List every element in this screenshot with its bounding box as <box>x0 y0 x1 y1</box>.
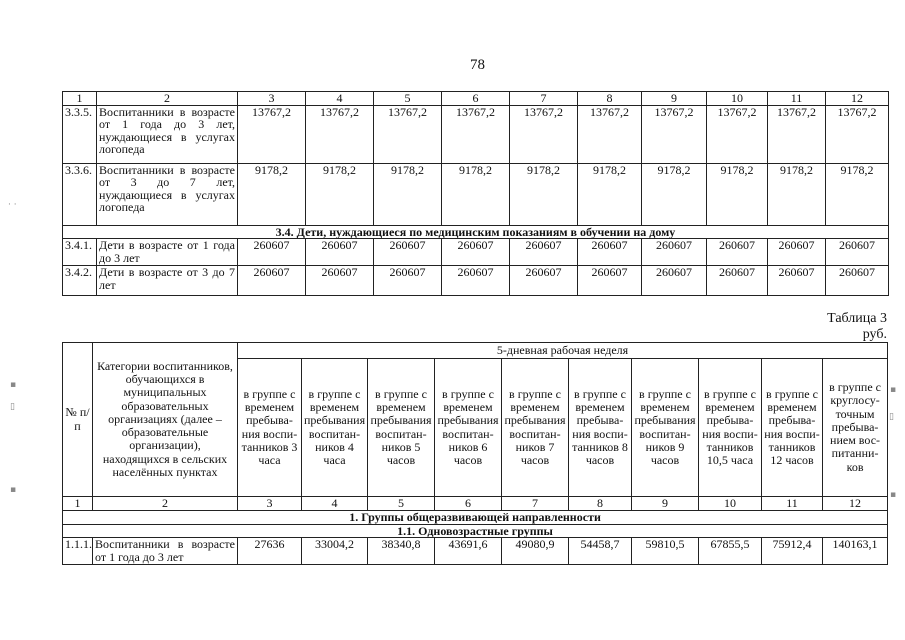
value-cell: 260607 <box>826 266 889 296</box>
page-number: 78 <box>470 57 485 73</box>
value-cell: 13767,2 <box>238 105 306 163</box>
section-row <box>63 524 888 538</box>
row-code: 1.1.1. <box>63 538 93 565</box>
header-category: Категории воспитанников, обучающихся в муниципальных образовательных организациях (далее – образовательные организации), находящихся в сельских населённых пунктах <box>93 343 238 497</box>
value-cell: 260607 <box>642 239 707 266</box>
value-cell: 9178,2 <box>578 163 642 225</box>
scan-edge-mark: ▪ <box>10 380 17 390</box>
value-cell: 54458,7 <box>569 538 632 565</box>
value-cell: 260607 <box>578 266 642 296</box>
column-number: 11 <box>762 497 823 511</box>
row-description: Дети в возрасте от 3 до 7 лет <box>97 266 238 296</box>
column-number: 12 <box>826 92 889 106</box>
value-cell: 260607 <box>707 239 768 266</box>
section-title: 3.4. Дети, нуждающиеся по медицинским показаниям в обучении на дому <box>63 225 889 239</box>
value-cell: 9178,2 <box>826 163 889 225</box>
column-number: 7 <box>502 497 569 511</box>
currency-unit: руб. <box>862 327 887 342</box>
section-row <box>63 511 888 525</box>
column-number: 4 <box>302 497 368 511</box>
column-number: 10 <box>707 92 768 106</box>
column-number: 6 <box>435 497 502 511</box>
column-number: 9 <box>642 92 707 106</box>
value-cell: 13767,2 <box>642 105 707 163</box>
value-cell: 260607 <box>510 266 578 296</box>
group-header: в группе с временем пребывания воспитан-ников 6 часов <box>435 359 502 497</box>
column-number: 5 <box>374 92 442 106</box>
value-cell: 59810,5 <box>632 538 699 565</box>
value-cell: 9178,2 <box>768 163 826 225</box>
table-title: Таблица 3 <box>827 311 887 326</box>
row-description: Воспитанники в возрасте от 3 до 7 лет, нуждающиеся в услугах логопеда <box>97 163 238 225</box>
subsection-title: 1.1. Одновозрастные группы <box>63 524 888 538</box>
value-cell: 38340,8 <box>368 538 435 565</box>
value-cell: 27636 <box>238 538 302 565</box>
row-code: 3.4.1. <box>63 239 97 266</box>
group-header: в группе с временем пребывания воспитан-ников 5 часов <box>368 359 435 497</box>
value-cell: 9178,2 <box>707 163 768 225</box>
scan-edge-mark: ▯ <box>889 412 894 422</box>
value-cell: 9178,2 <box>442 163 510 225</box>
row-code: 3.4.2. <box>63 266 97 296</box>
column-number: 1 <box>63 497 93 511</box>
value-cell: 260607 <box>642 266 707 296</box>
value-cell: 75912,4 <box>762 538 823 565</box>
scan-edge-mark: · · <box>8 200 17 210</box>
value-cell: 260607 <box>374 266 442 296</box>
table-row <box>63 266 889 296</box>
value-cell: 260607 <box>510 239 578 266</box>
column-number: 3 <box>238 497 302 511</box>
value-cell: 260607 <box>374 239 442 266</box>
group-header: в группе с временем пребыва-ния воспи-танников 10,5 часа <box>699 359 762 497</box>
column-number: 8 <box>569 497 632 511</box>
value-cell: 49080,9 <box>502 538 569 565</box>
row-description: Воспитанники в возрасте от 1 года до 3 лет <box>93 538 238 565</box>
value-cell: 260607 <box>826 239 889 266</box>
value-cell: 13767,2 <box>578 105 642 163</box>
group-header: в группе с временем пребыва-ния воспи-танников 12 часов <box>762 359 823 497</box>
value-cell: 33004,2 <box>302 538 368 565</box>
group-header: в группе с круглосу-точным пребыва-нием вос-питанни-ков <box>823 359 888 497</box>
table-caption <box>827 311 887 343</box>
row-description: Воспитанники в возрасте от 1 года до 3 лет, нуждающиеся в услугах логопеда <box>97 105 238 163</box>
value-cell: 260607 <box>768 266 826 296</box>
section-row <box>63 225 889 239</box>
value-cell: 9178,2 <box>238 163 306 225</box>
value-cell: 9178,2 <box>374 163 442 225</box>
value-cell: 260607 <box>306 266 374 296</box>
value-cell: 9178,2 <box>306 163 374 225</box>
table-row <box>63 105 889 163</box>
value-cell: 260607 <box>238 239 306 266</box>
value-cell: 260607 <box>306 239 374 266</box>
group-header: в группе с временем пребывания воспитан-ников 4 часа <box>302 359 368 497</box>
value-cell: 260607 <box>238 266 306 296</box>
scan-edge-mark: ▯ <box>10 402 15 412</box>
column-number: 11 <box>768 92 826 106</box>
column-number: 3 <box>238 92 306 106</box>
value-cell: 13767,2 <box>826 105 889 163</box>
value-cell: 140163,1 <box>823 538 888 565</box>
group-header: в группе с временем пребывания воспитан-ников 7 часов <box>502 359 569 497</box>
value-cell: 260607 <box>768 239 826 266</box>
scan-edge-mark: ▪ <box>10 485 17 495</box>
group-header: в группе с временем пребыва-ния воспи-танников 8 часов <box>569 359 632 497</box>
scan-edge-mark: ▪ <box>890 490 897 500</box>
value-cell: 67855,5 <box>699 538 762 565</box>
column-number: 2 <box>93 497 238 511</box>
table-row <box>63 538 888 565</box>
tariff-table-continuation <box>62 91 889 296</box>
column-number: 4 <box>306 92 374 106</box>
column-number: 10 <box>699 497 762 511</box>
value-cell: 13767,2 <box>707 105 768 163</box>
row-code: 3.3.5. <box>63 105 97 163</box>
column-number-row <box>63 92 889 106</box>
scan-edge-mark: ▪ <box>890 385 897 395</box>
row-code: 3.3.6. <box>63 163 97 225</box>
value-cell: 260607 <box>442 239 510 266</box>
row-description: Дети в возрасте от 1 года до 3 лет <box>97 239 238 266</box>
value-cell: 260607 <box>707 266 768 296</box>
value-cell: 13767,2 <box>510 105 578 163</box>
value-cell: 9178,2 <box>510 163 578 225</box>
column-number: 12 <box>823 497 888 511</box>
column-number: 1 <box>63 92 97 106</box>
value-cell: 13767,2 <box>768 105 826 163</box>
value-cell: 13767,2 <box>442 105 510 163</box>
group-header: в группе с временем пребывания воспитан-ников 9 часов <box>632 359 699 497</box>
table-row <box>63 239 889 266</box>
table-row <box>63 163 889 225</box>
column-number-row <box>63 497 888 511</box>
column-number: 5 <box>368 497 435 511</box>
section-title: 1. Группы общеразвивающей направленности <box>63 511 888 525</box>
column-number: 7 <box>510 92 578 106</box>
value-cell: 13767,2 <box>374 105 442 163</box>
group-header: в группе с временем пребыва-ния воспи-танников 3 часа <box>238 359 302 497</box>
column-number: 8 <box>578 92 642 106</box>
value-cell: 43691,6 <box>435 538 502 565</box>
tariff-table-3 <box>62 342 888 565</box>
header-five-day-week: 5-дневная рабочая неделя <box>238 343 888 359</box>
column-number: 2 <box>97 92 238 106</box>
value-cell: 9178,2 <box>642 163 707 225</box>
column-number: 6 <box>442 92 510 106</box>
column-number: 9 <box>632 497 699 511</box>
value-cell: 260607 <box>442 266 510 296</box>
value-cell: 13767,2 <box>306 105 374 163</box>
header-number: № п/п <box>63 343 93 497</box>
value-cell: 260607 <box>578 239 642 266</box>
